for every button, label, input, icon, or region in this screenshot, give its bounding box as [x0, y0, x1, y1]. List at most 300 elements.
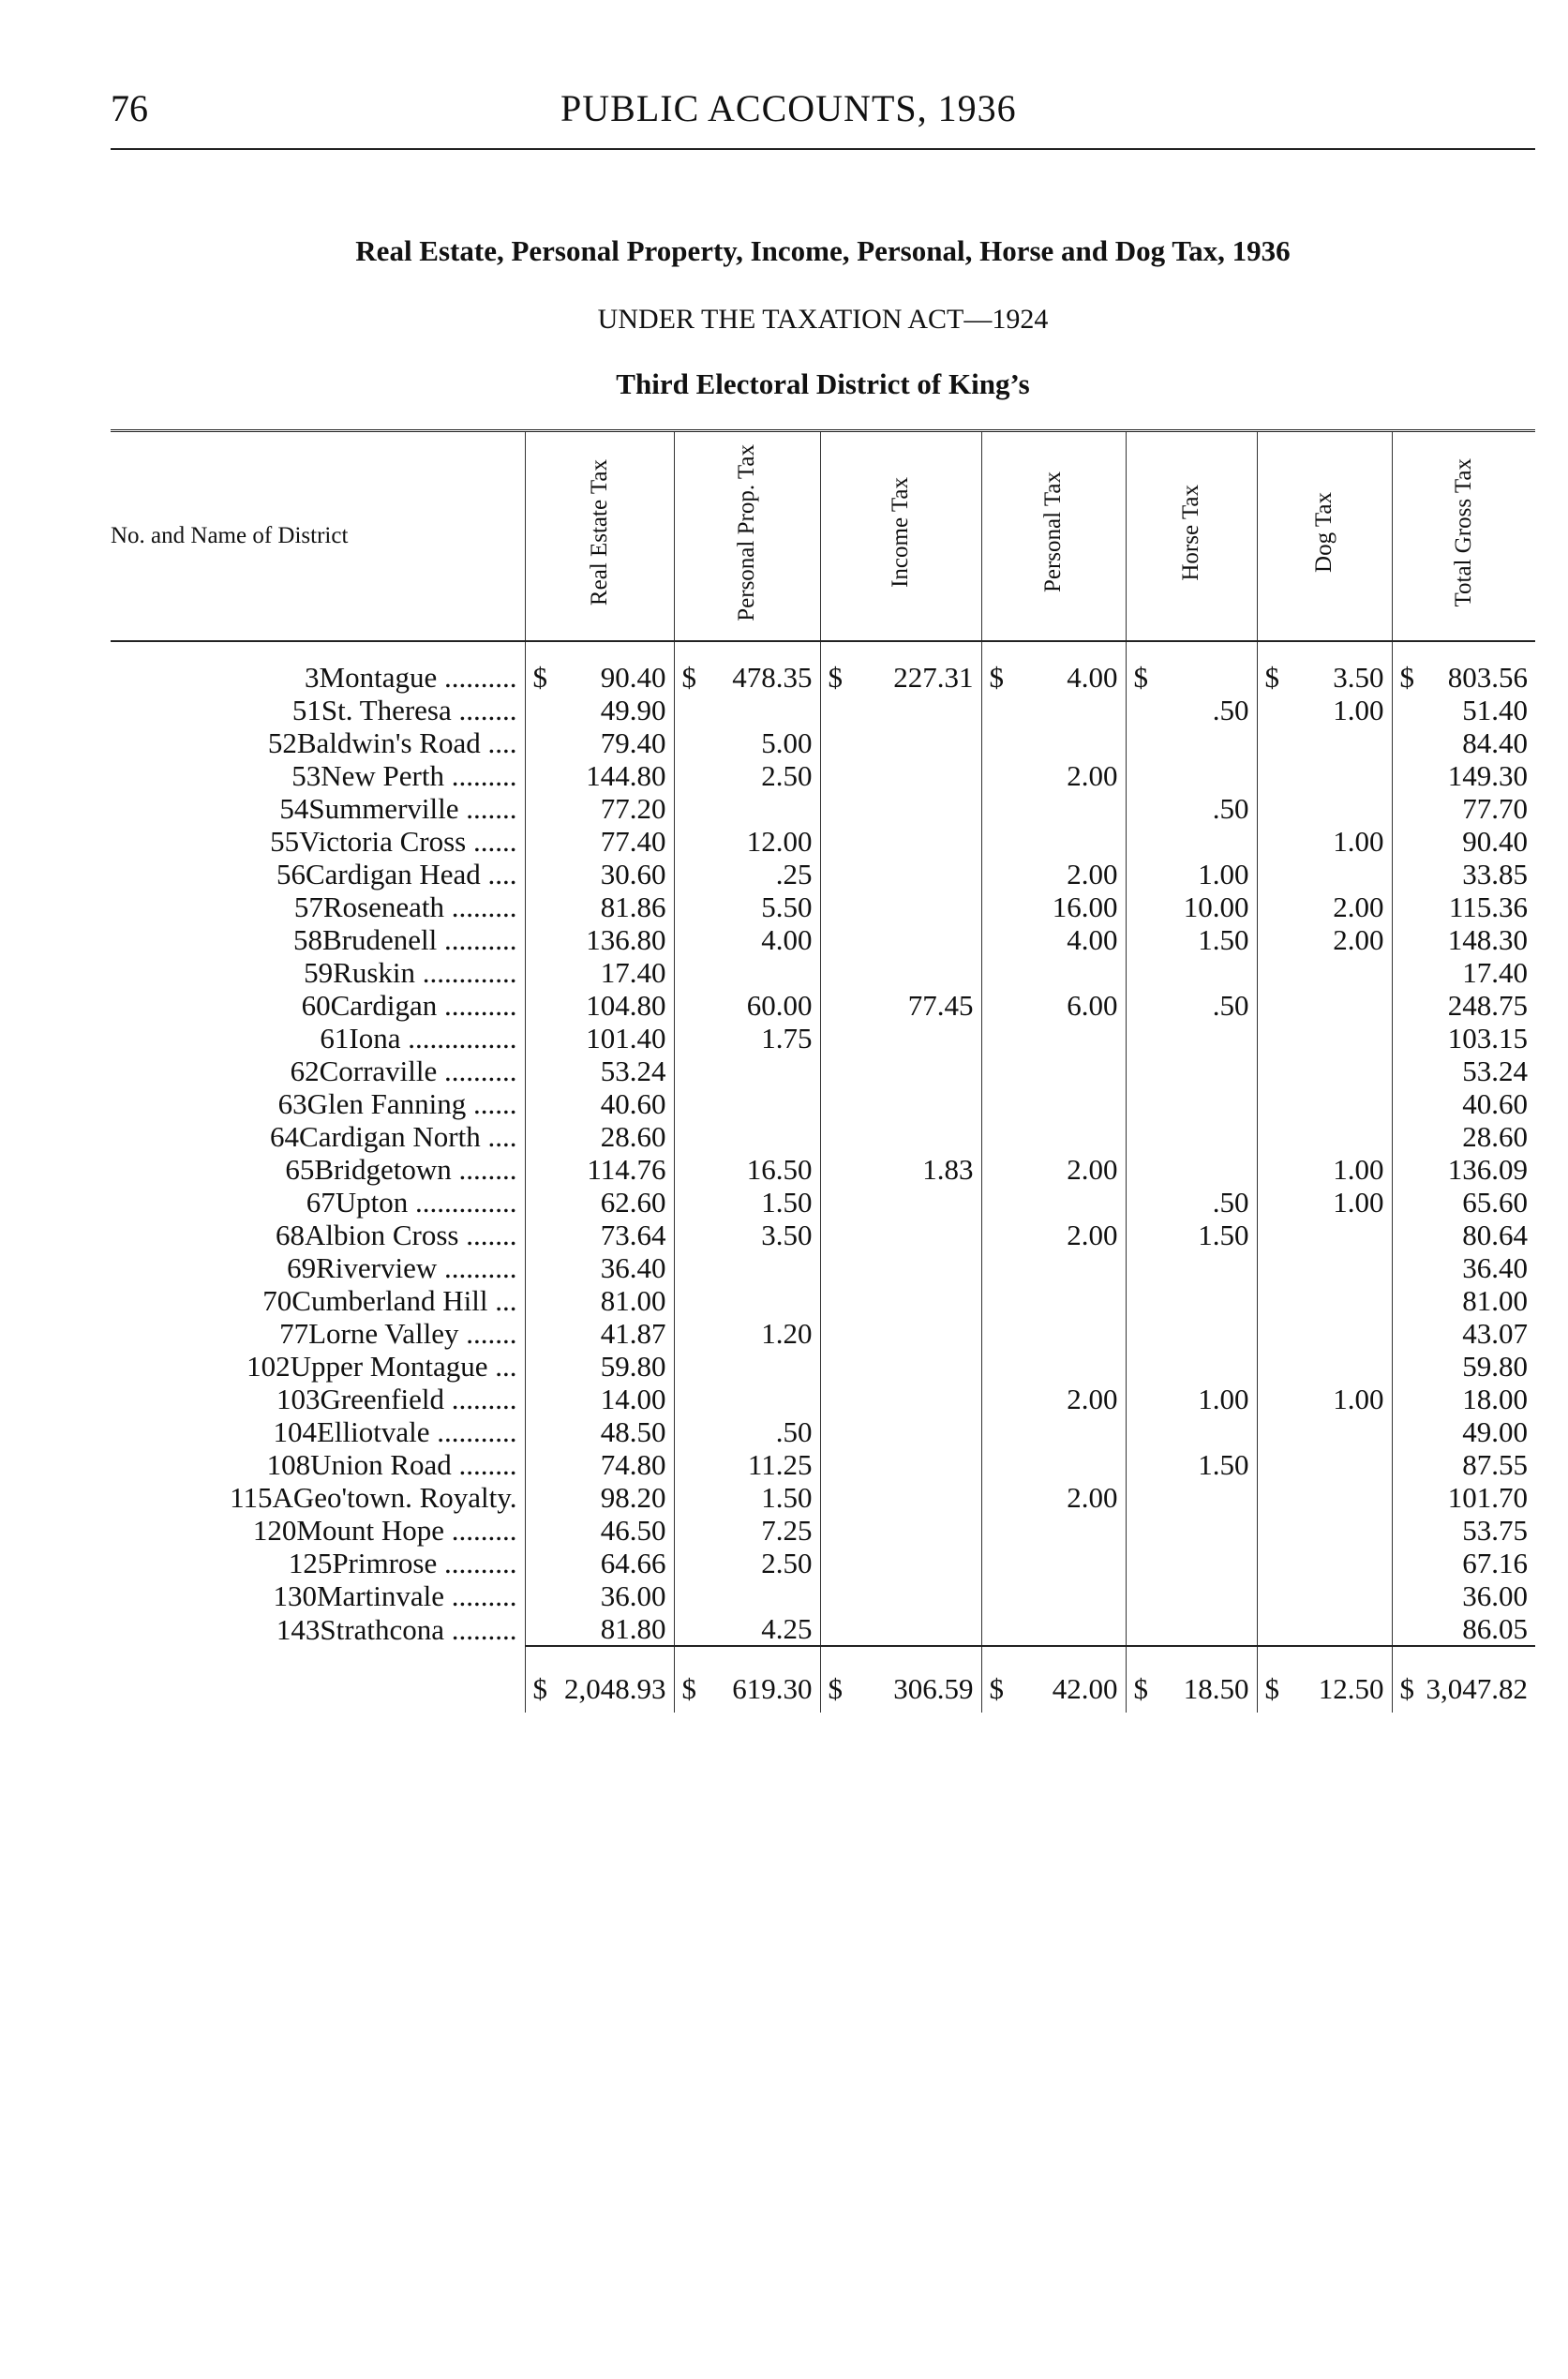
personal-cell — [981, 1153, 1126, 1186]
personal-cell — [981, 1087, 1126, 1120]
dog-cell — [1257, 989, 1392, 1022]
horse-cell — [1126, 956, 1257, 989]
dog-cell — [1257, 1055, 1392, 1087]
real-estate-value: 40.60 — [600, 1087, 666, 1120]
real-estate-value: 101.40 — [586, 1022, 666, 1055]
personal-prop-cell — [674, 1350, 820, 1383]
district-name: Primrose .......... — [332, 1547, 517, 1579]
personal-prop-cell — [674, 1514, 820, 1547]
real-estate-value: 81.00 — [600, 1284, 666, 1317]
dog-cell — [1257, 1087, 1392, 1120]
dog-cell — [1257, 1448, 1392, 1481]
income-cell — [820, 956, 981, 989]
personal-prop-value: .25 — [775, 858, 813, 890]
dog-cell — [1257, 1514, 1392, 1547]
horse-cell — [1126, 1481, 1257, 1514]
currency-sign: $ — [1264, 1671, 1279, 1705]
personal-cell — [981, 1415, 1126, 1448]
district-name: St. Theresa ........ — [321, 694, 517, 726]
income-cell — [820, 1547, 981, 1579]
total-cell — [1392, 1514, 1535, 1547]
district-cell — [111, 694, 525, 726]
currency-sign: $ — [828, 1671, 843, 1705]
total-value: 148.30 — [1447, 923, 1528, 956]
personal-prop-cell — [674, 956, 820, 989]
total-horse-cell — [1126, 1646, 1257, 1713]
dog-cell — [1257, 1350, 1392, 1383]
personal-cell — [981, 726, 1126, 759]
personal-prop-cell — [674, 1284, 820, 1317]
real-estate-cell — [525, 792, 674, 825]
personal-cell — [981, 890, 1126, 923]
district-name: Ruskin ............. — [333, 956, 517, 989]
district-cell — [111, 641, 525, 694]
district-name: Cumberland Hill ... — [291, 1284, 517, 1317]
personal-prop-value: 5.50 — [761, 890, 813, 923]
income-cell — [820, 923, 981, 956]
district-name: Elliotvale ........... — [316, 1415, 517, 1448]
horse-cell — [1126, 1186, 1257, 1219]
real-estate-value: 114.76 — [587, 1153, 666, 1186]
income-cell — [820, 1383, 981, 1415]
real-estate-value: 14.00 — [600, 1383, 666, 1415]
real-estate-cell — [525, 825, 674, 858]
dog-cell — [1257, 1284, 1392, 1317]
district-number: 77 — [279, 1317, 309, 1350]
real-estate-value: 136.80 — [586, 923, 666, 956]
total-value: 115.36 — [1448, 890, 1528, 923]
dog-cell — [1257, 759, 1392, 792]
horse-cell — [1126, 1251, 1257, 1284]
total-cell — [1392, 1383, 1535, 1415]
total-value: 803.56 — [1447, 661, 1528, 694]
column-header-personal-prop: Personal Prop. Tax — [674, 431, 820, 642]
district-number: 55 — [270, 825, 300, 858]
dog-cell — [1257, 825, 1392, 858]
horse-cell — [1126, 1022, 1257, 1055]
table-row — [111, 1514, 1535, 1547]
district-cell — [111, 1087, 525, 1120]
real-estate-cell — [525, 641, 674, 694]
income-cell — [820, 1415, 981, 1448]
total-income-cell — [820, 1646, 981, 1713]
real-estate-value: 104.80 — [586, 989, 666, 1022]
district-cell — [111, 1219, 525, 1251]
total-cell — [1392, 1481, 1535, 1514]
dog-cell — [1257, 858, 1392, 890]
real-estate-value: 46.50 — [600, 1514, 666, 1547]
currency-sign: $ — [1399, 661, 1414, 694]
district-cell — [111, 1514, 525, 1547]
dog-cell — [1257, 1251, 1392, 1284]
column-header-dog: Dog Tax — [1257, 431, 1392, 642]
income-cell — [820, 694, 981, 726]
income-cell — [820, 1448, 981, 1481]
personal-value: 4.00 — [1067, 661, 1118, 694]
total-cell — [1392, 759, 1535, 792]
column-header-income: Income Tax — [820, 431, 981, 642]
currency-sign: $ — [681, 1671, 696, 1705]
district-cell — [111, 1022, 525, 1055]
dog-cell — [1257, 956, 1392, 989]
total-cell — [1392, 890, 1535, 923]
district-number: 120 — [252, 1514, 297, 1547]
total-cell — [1392, 1087, 1535, 1120]
total-value: 87.55 — [1462, 1448, 1528, 1481]
total-value: 18.00 — [1462, 1383, 1528, 1415]
real-estate-value: 17.40 — [600, 956, 666, 989]
personal-cell — [981, 1514, 1126, 1547]
district-number: 52 — [267, 726, 297, 759]
real-estate-cell — [525, 923, 674, 956]
dog-cell — [1257, 1481, 1392, 1514]
table-row — [111, 1153, 1535, 1186]
personal-prop-value: 4.00 — [761, 923, 813, 956]
horse-cell — [1126, 890, 1257, 923]
total-value: 86.05 — [1462, 1612, 1528, 1645]
personal-prop-value: 1.75 — [761, 1022, 813, 1055]
horse-cell — [1126, 1120, 1257, 1153]
total-cell — [1392, 1317, 1535, 1350]
personal-cell — [981, 641, 1126, 694]
real-estate-value: 144.80 — [586, 759, 666, 792]
total-value: 103.15 — [1447, 1022, 1528, 1055]
real-estate-value: 30.60 — [600, 858, 666, 890]
personal-prop-value: 1.20 — [761, 1317, 813, 1350]
horse-cell — [1126, 825, 1257, 858]
district-name: Martinvale ......... — [316, 1579, 517, 1612]
district-number: 69 — [287, 1251, 317, 1284]
table-row — [111, 1579, 1535, 1612]
currency-sign: $ — [989, 661, 1004, 694]
table-subtitle: UNDER THE TAXATION ACT—1924 — [597, 304, 1049, 335]
income-cell — [820, 1055, 981, 1087]
dog-cell — [1257, 1186, 1392, 1219]
total-value: 67.16 — [1462, 1547, 1528, 1579]
total-value: 81.00 — [1462, 1284, 1528, 1317]
total-value: 36.00 — [1462, 1579, 1528, 1612]
income-cell — [820, 759, 981, 792]
real-estate-cell — [525, 1481, 674, 1514]
personal-prop-cell — [674, 858, 820, 890]
total-value: 77.70 — [1462, 792, 1528, 825]
total-cell — [1392, 1350, 1535, 1383]
personal-cell — [981, 1120, 1126, 1153]
table-row — [111, 1415, 1535, 1448]
tax-table — [111, 429, 1535, 1713]
table-row — [111, 989, 1535, 1022]
table-row — [111, 1481, 1535, 1514]
table-row — [111, 792, 1535, 825]
table-row — [111, 1350, 1535, 1383]
horse-cell — [1126, 1383, 1257, 1415]
horse-cell — [1126, 1448, 1257, 1481]
personal-prop-cell — [674, 1448, 820, 1481]
personal-prop-cell — [674, 641, 820, 694]
total-value: 51.40 — [1462, 694, 1528, 726]
total-cell — [1392, 923, 1535, 956]
real-estate-value: 98.20 — [600, 1481, 666, 1514]
dog-cell — [1257, 1317, 1392, 1350]
table-row — [111, 825, 1535, 858]
horse-cell — [1126, 759, 1257, 792]
personal-cell — [981, 825, 1126, 858]
personal-cell — [981, 1383, 1126, 1415]
total-cell — [1392, 1251, 1535, 1284]
income-cell — [820, 989, 981, 1022]
dog-cell — [1257, 1612, 1392, 1646]
currency-sign: $ — [532, 661, 547, 694]
real-estate-cell — [525, 759, 674, 792]
district-number: 108 — [266, 1448, 311, 1481]
dog-cell — [1257, 1383, 1392, 1415]
total-value: 33.85 — [1462, 858, 1528, 890]
real-estate-cell — [525, 956, 674, 989]
personal-cell — [981, 1317, 1126, 1350]
real-estate-value: 77.40 — [600, 825, 666, 858]
table-row — [111, 923, 1535, 956]
district-name: Albion Cross ....... — [305, 1219, 517, 1251]
personal-prop-cell — [674, 1481, 820, 1514]
personal-prop-value: 1.50 — [761, 1481, 813, 1514]
district-number: 67 — [306, 1186, 336, 1219]
real-estate-cell — [525, 1350, 674, 1383]
table-row — [111, 694, 1535, 726]
column-header-personal: Personal Tax — [981, 431, 1126, 642]
total-cell — [1392, 1448, 1535, 1481]
currency-sign: $ — [1133, 661, 1148, 694]
personal-prop-value: 60.00 — [746, 989, 813, 1022]
total-personal-prop-cell — [674, 1646, 820, 1713]
table-row — [111, 726, 1535, 759]
page-header — [111, 86, 1535, 142]
dog-cell — [1257, 1120, 1392, 1153]
personal-prop-cell — [674, 1612, 820, 1646]
income-cell — [820, 890, 981, 923]
total-cell — [1392, 956, 1535, 989]
total-value: 43.07 — [1462, 1317, 1528, 1350]
table-row — [111, 1022, 1535, 1055]
personal-prop-cell — [674, 1022, 820, 1055]
real-estate-value: 49.90 — [600, 694, 666, 726]
horse-cell — [1126, 923, 1257, 956]
currency-sign: $ — [532, 1671, 547, 1705]
income-cell — [820, 825, 981, 858]
district-name: Strathcona ......... — [320, 1612, 517, 1646]
table-row — [111, 1284, 1535, 1317]
personal-cell — [981, 694, 1126, 726]
income-cell — [820, 1350, 981, 1383]
district-cell — [111, 1612, 525, 1646]
district-name: Cardigan North .... — [299, 1120, 517, 1153]
personal-cell — [981, 989, 1126, 1022]
real-estate-cell — [525, 1284, 674, 1317]
table-row — [111, 1055, 1535, 1087]
real-estate-cell — [525, 1415, 674, 1448]
district-name: Cardigan .......... — [330, 989, 517, 1022]
dog-value: 1.00 — [1333, 1383, 1384, 1415]
dog-value: 1.00 — [1333, 694, 1384, 726]
personal-cell — [981, 923, 1126, 956]
horse-cell — [1126, 1547, 1257, 1579]
personal-prop-cell — [674, 1186, 820, 1219]
district-number: 56 — [276, 858, 306, 890]
horse-value: 10.00 — [1183, 890, 1249, 923]
real-estate-cell — [525, 1514, 674, 1547]
personal-prop-value: 2.50 — [761, 759, 813, 792]
personal-prop-cell — [674, 694, 820, 726]
personal-value: 4.00 — [1067, 923, 1118, 956]
total-cell — [1392, 641, 1535, 694]
personal-prop-value: 1.50 — [761, 1186, 813, 1219]
district-cell — [111, 759, 525, 792]
personal-value: 2.00 — [1067, 759, 1118, 792]
real-estate-cell — [525, 1251, 674, 1284]
currency-sign: $ — [1133, 1671, 1148, 1705]
currency-sign: $ — [1399, 1671, 1414, 1705]
real-estate-value: 73.64 — [600, 1219, 666, 1251]
real-estate-value: 90.40 — [600, 661, 666, 694]
income-cell — [820, 1612, 981, 1646]
horse-value: 1.50 — [1198, 1219, 1249, 1251]
horse-cell — [1126, 1317, 1257, 1350]
real-estate-value: 59.80 — [600, 1350, 666, 1383]
real-estate-value: 53.24 — [600, 1055, 666, 1087]
total-cell — [1392, 694, 1535, 726]
personal-prop-value: 5.00 — [761, 726, 813, 759]
table-row — [111, 858, 1535, 890]
income-cell — [820, 1251, 981, 1284]
personal-value: 2.00 — [1067, 1153, 1118, 1186]
personal-prop-cell — [674, 759, 820, 792]
personal-cell — [981, 1448, 1126, 1481]
horse-cell — [1126, 1055, 1257, 1087]
total-income-value: 306.59 — [893, 1671, 974, 1705]
total-cell — [1392, 792, 1535, 825]
personal-prop-cell — [674, 1317, 820, 1350]
total-cell — [1392, 1055, 1535, 1087]
income-cell — [820, 1317, 981, 1350]
total-cell — [1392, 1415, 1535, 1448]
personal-prop-value: 478.35 — [732, 661, 813, 694]
personal-cell — [981, 759, 1126, 792]
real-estate-value: 36.00 — [600, 1579, 666, 1612]
table-row — [111, 890, 1535, 923]
personal-prop-cell — [674, 1120, 820, 1153]
personal-prop-cell — [674, 1087, 820, 1120]
real-estate-value: 41.87 — [600, 1317, 666, 1350]
total-cell — [1392, 989, 1535, 1022]
total-value: 17.40 — [1462, 956, 1528, 989]
page-number: 76 — [111, 87, 148, 129]
dog-value: 1.00 — [1333, 1186, 1384, 1219]
table-row — [111, 1219, 1535, 1251]
real-estate-cell — [525, 1120, 674, 1153]
district-name: Upper Montague ... — [290, 1350, 517, 1383]
horse-cell — [1126, 1219, 1257, 1251]
real-estate-value: 79.40 — [600, 726, 666, 759]
personal-prop-cell — [674, 989, 820, 1022]
total-real-estate-cell — [525, 1646, 674, 1713]
district-name: Bridgetown ........ — [314, 1153, 517, 1186]
income-cell — [820, 1186, 981, 1219]
personal-prop-cell — [674, 1251, 820, 1284]
total-cell — [1392, 858, 1535, 890]
total-personal-value: 42.00 — [1052, 1671, 1118, 1705]
total-horse-value: 18.50 — [1183, 1671, 1249, 1705]
horse-value: 1.00 — [1198, 858, 1249, 890]
district-number: 61 — [320, 1022, 350, 1055]
district-name: Lorne Valley ....... — [308, 1317, 517, 1350]
total-total-cell — [1392, 1646, 1535, 1713]
district-number: 58 — [293, 923, 322, 956]
district-number: 53 — [291, 759, 321, 792]
income-cell — [820, 641, 981, 694]
income-cell — [820, 858, 981, 890]
total-value: 90.40 — [1462, 825, 1528, 858]
personal-prop-value: 12.00 — [746, 825, 813, 858]
district-number: 63 — [277, 1087, 307, 1120]
district-cell — [111, 923, 525, 956]
table-row — [111, 1448, 1535, 1481]
table-row — [111, 1186, 1535, 1219]
district-number: 68 — [276, 1219, 305, 1251]
horse-cell — [1126, 1579, 1257, 1612]
personal-prop-cell — [674, 1415, 820, 1448]
personal-cell — [981, 1350, 1126, 1383]
personal-prop-cell — [674, 1153, 820, 1186]
horse-value: .50 — [1212, 1186, 1249, 1219]
currency-sign: $ — [989, 1671, 1004, 1705]
total-cell — [1392, 1284, 1535, 1317]
dog-cell — [1257, 641, 1392, 694]
personal-cell — [981, 1219, 1126, 1251]
currency-sign: $ — [1264, 661, 1279, 694]
income-cell — [820, 1481, 981, 1514]
total-value: 80.64 — [1462, 1219, 1528, 1251]
total-cell — [1392, 1579, 1535, 1612]
real-estate-cell — [525, 1547, 674, 1579]
income-value: 227.31 — [893, 661, 974, 694]
total-value: 40.60 — [1462, 1087, 1528, 1120]
currency-sign: $ — [681, 661, 696, 694]
table-row — [111, 1383, 1535, 1415]
income-cell — [820, 1022, 981, 1055]
horse-cell — [1126, 792, 1257, 825]
real-estate-cell — [525, 1087, 674, 1120]
personal-prop-cell — [674, 1579, 820, 1612]
district-number: 115A — [230, 1481, 293, 1514]
table-row — [111, 1612, 1535, 1646]
dog-cell — [1257, 890, 1392, 923]
column-header-total-gross: Total Gross Tax — [1392, 431, 1535, 642]
horse-cell — [1126, 1612, 1257, 1646]
dog-value: 1.00 — [1333, 1153, 1384, 1186]
total-cell — [1392, 1547, 1535, 1579]
totals-row — [111, 1646, 1535, 1713]
table-row — [111, 641, 1535, 694]
personal-prop-cell — [674, 1219, 820, 1251]
personal-value: 2.00 — [1067, 858, 1118, 890]
total-personal-prop-value: 619.30 — [732, 1671, 813, 1705]
real-estate-value: 48.50 — [600, 1415, 666, 1448]
income-value: 77.45 — [907, 989, 974, 1022]
real-estate-cell — [525, 1448, 674, 1481]
dog-cell — [1257, 694, 1392, 726]
real-estate-cell — [525, 1579, 674, 1612]
personal-prop-cell — [674, 792, 820, 825]
income-value: 1.83 — [922, 1153, 974, 1186]
